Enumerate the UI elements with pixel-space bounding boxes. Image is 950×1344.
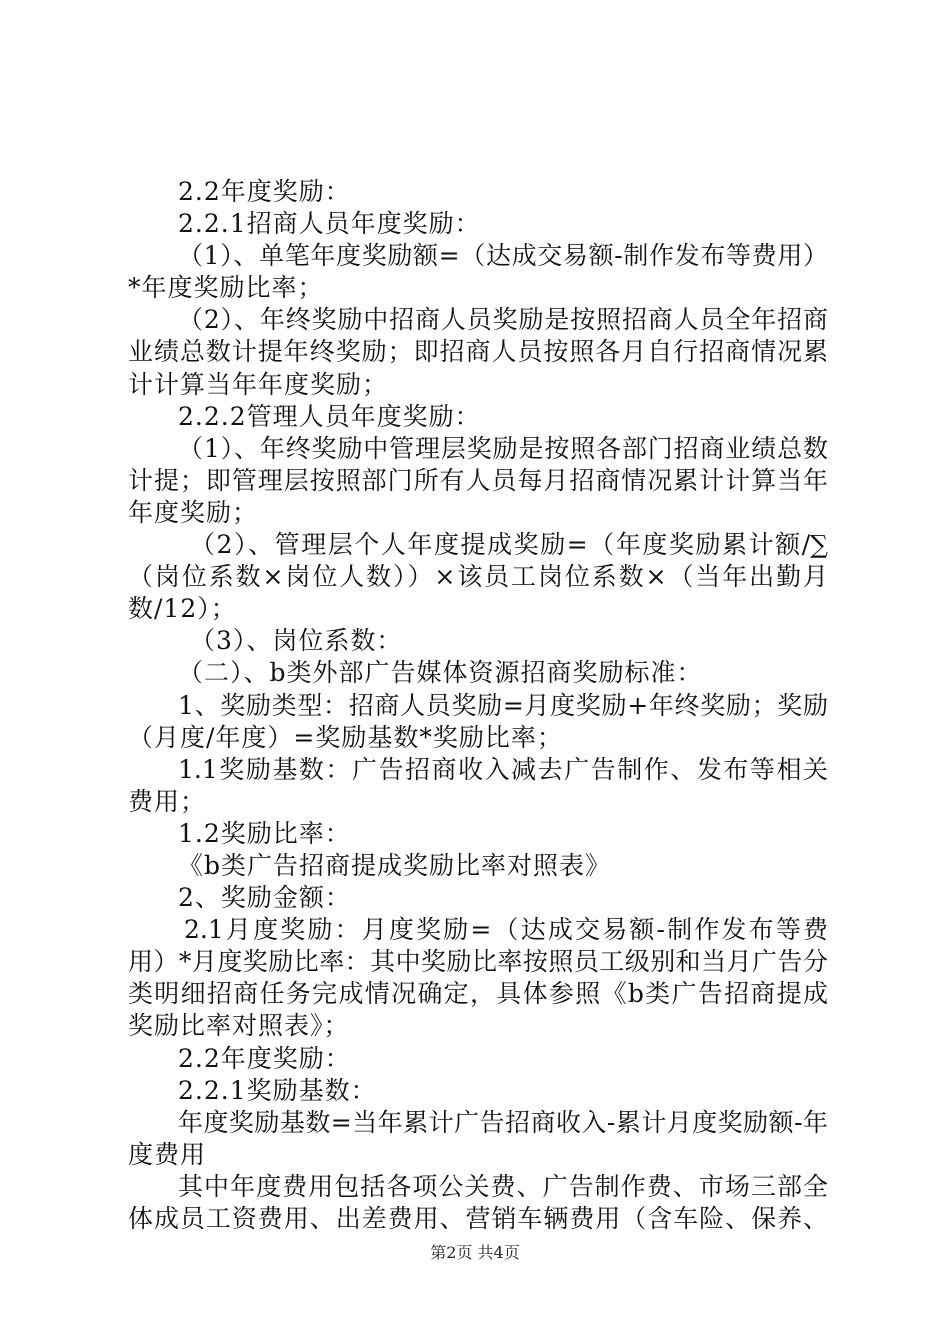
text-line: （1）、单笔年度奖励额=（达成交易额-制作发布等费用） — [178, 241, 828, 271]
text-line: 数/12）； — [128, 594, 237, 624]
text-line: 1.1奖励基数：广告招商收入减去广告制作、发布等相关 — [178, 754, 828, 784]
text-line: 2、奖励金额： — [178, 883, 351, 913]
text-line: 计计算当年年度奖励； — [128, 369, 389, 399]
text-line: （2）、管理层个人年度提成奖励=（年度奖励累计额/∑ — [190, 530, 828, 560]
text-line: 费用； — [128, 786, 207, 816]
page-number-label: 第2页 共4页 — [430, 1243, 520, 1262]
text-line: 2.2.2管理人员年度奖励： — [178, 401, 481, 431]
text-line: 2.2.1招商人员年度奖励： — [178, 209, 481, 239]
text-line: *年度奖励比率； — [128, 273, 324, 303]
text-line: 年度奖励基数=当年累计广告招商收入-累计月度奖励额-年 — [178, 1107, 828, 1137]
text-line: 1.2奖励比率： — [178, 818, 351, 848]
text-line: 业绩总数计提年终奖励；即招商人员按照各月自行招商情况累 — [128, 337, 828, 367]
document-body — [128, 176, 828, 1235]
text-line: 1、奖励类型：招商人员奖励=月度奖励+年终奖励；奖励 — [178, 690, 828, 720]
text-line: 类明细招商任务完成情况确定，具体参照《b类广告招商提成 — [128, 979, 828, 1009]
page-footer — [0, 1243, 950, 1263]
text-line: 其中年度费用包括各项公关费、广告制作费、市场三部全 — [178, 1171, 828, 1201]
text-line: 年度奖励； — [128, 497, 259, 527]
text-line: （二）、b类外部广告媒体资源招商奖励标准： — [178, 658, 703, 688]
text-line: 2.2年度奖励： — [178, 177, 351, 206]
text-line: 2.2.1奖励基数： — [178, 1075, 377, 1105]
text-line: 用）*月度奖励比率：其中奖励比率按照员工级别和当月广告分 — [128, 947, 828, 977]
text-line: （岗位系数×岗位人数））×该员工岗位系数×（当年出勤月 — [128, 562, 828, 592]
text-line: 计提；即管理层按照部门所有人员每月招商情况累计计算当年 — [128, 465, 828, 495]
text-line: （1）、年终奖励中管理层奖励是按照各部门招商业绩总数 — [178, 433, 828, 463]
text-line: 2.1月度奖励：月度奖励=（达成交易额-制作发布等费 — [184, 915, 828, 945]
text-line: 《b类广告招商提成奖励比率对照表》 — [178, 850, 612, 880]
text-line: 度费用 — [128, 1139, 207, 1169]
text-line: 奖励比率对照表》； — [128, 1011, 350, 1041]
text-line: （3）、岗位系数： — [190, 626, 403, 656]
text-line: 体成员工资费用、出差费用、营销车辆费用（含车险、保养、 — [128, 1204, 828, 1233]
text-line: 2.2年度奖励： — [178, 1043, 351, 1073]
text-line: （2）、年终奖励中招商人员奖励是按照招商人员全年招商 — [178, 305, 828, 335]
text-line: （月度/年度）=奖励基数*奖励比率； — [128, 722, 563, 752]
